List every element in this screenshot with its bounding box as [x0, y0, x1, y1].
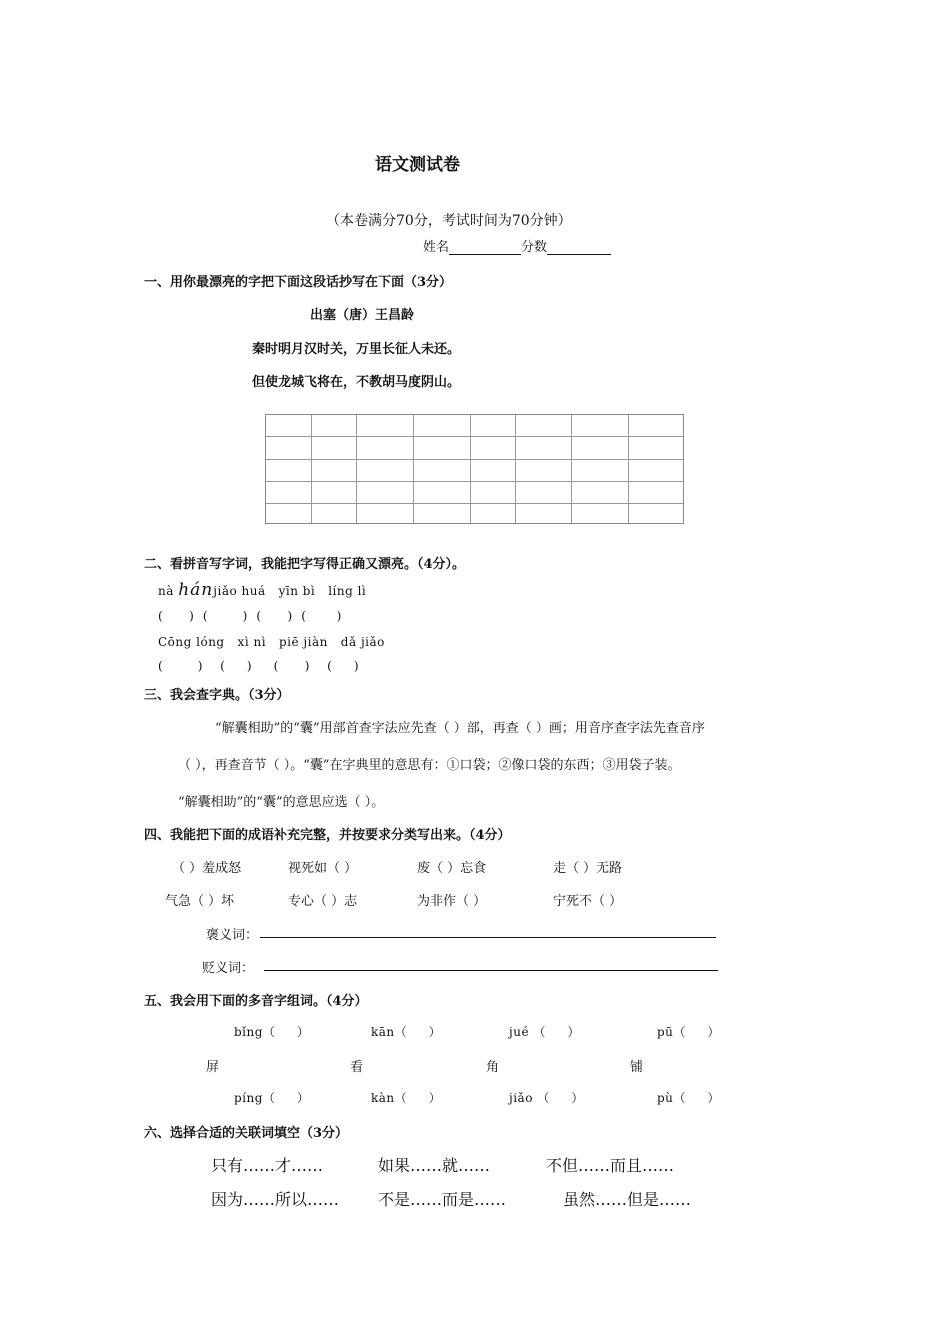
conjunction-option: 如果……就…… [378, 1156, 491, 1175]
polyphone-pinyin: jué （ ） [509, 1025, 580, 1039]
name-label: 姓名 [423, 240, 450, 255]
section-6-heading: 六、选择合适的关联词填空（3分） [144, 1126, 349, 1141]
answer-blanks-row-2[interactable]: ( ) ( ) ( ) ( ) [158, 659, 360, 673]
student-info [423, 236, 611, 255]
grid-col-line [470, 415, 471, 523]
poem-line-2: 但使龙城飞将在，不教胡马度阴山。 [252, 375, 461, 390]
pinyin-han: hán [178, 580, 214, 600]
conjunction-option: 不但……而且…… [546, 1156, 675, 1175]
polyphone-pinyin: píng（ ） [234, 1091, 310, 1105]
grid-col-line [515, 415, 516, 523]
polyphone-character: 铺 [630, 1060, 644, 1075]
grid-row-line [266, 503, 683, 504]
derogatory-words-label: 贬义词： [202, 961, 255, 976]
score-field[interactable] [547, 241, 611, 255]
copy-writing-grid[interactable] [265, 414, 684, 524]
idiom-item: 走（ ）无路 [553, 861, 623, 876]
conjunction-option: 不是……而是…… [378, 1190, 507, 1209]
pinyin-na: nà [158, 584, 174, 598]
answer-blanks-row-1[interactable]: ( ) ( ) ( ) ( ) [158, 609, 342, 623]
dictionary-question-1: “解囊相助”的“囊”用部首查字法应先查（ ）部，再查（ ）画；用音序查字法先查音序 [215, 721, 705, 736]
praise-words-answer-line[interactable] [260, 937, 716, 938]
idiom-item: 视死如（ ） [288, 861, 358, 876]
dictionary-question-2: （ ），再查音节（ ）。“囊”在字典里的意思有：①口袋；②像口袋的东西；③用袋子装。 [178, 758, 681, 773]
name-field[interactable] [449, 241, 521, 255]
grid-col-line [413, 415, 414, 523]
poem-title: 出塞（唐）王昌龄 [310, 308, 415, 323]
praise-words-label: 褒义词： [206, 928, 259, 943]
page-title: 语文测试卷 [375, 155, 460, 175]
polyphone-pinyin: pū（ ） [657, 1025, 720, 1039]
idiom-item: 专心（ ）志 [288, 894, 358, 909]
polyphone-pinyin: pù（ ） [657, 1091, 720, 1105]
section-2-heading: 二、看拼音写字词，我能把字写得正确又漂亮。（4分）。 [144, 557, 466, 572]
section-3-heading: 三、我会查字典。（3分） [144, 688, 290, 703]
grid-row-line [266, 436, 683, 437]
grid-col-line [311, 415, 312, 523]
pinyin-row-2: Cōng lóng xì nì piē jiàn dǎ jiǎo [158, 635, 385, 649]
section-4-heading: 四、我能把下面的成语补充完整，并按要求分类写出来。（4分） [144, 828, 511, 843]
conjunction-option: 虽然……但是…… [563, 1190, 692, 1209]
grid-col-line [571, 415, 572, 523]
idiom-item: 宁死不（ ） [553, 894, 623, 909]
grid-col-line [356, 415, 357, 523]
idiom-item: （ ）羞成怒 [172, 861, 242, 876]
polyphone-pinyin: bǐng（ ） [234, 1025, 310, 1039]
derogatory-words-answer-line[interactable] [264, 970, 718, 971]
score-label: 分数 [521, 240, 548, 255]
pinyin-row-1-rest: jiǎo huá yīn bì líng lì [213, 584, 367, 598]
pinyin-row-1 [158, 580, 366, 600]
exam-subtitle: （本卷满分70分，考试时间为70分钟） [326, 213, 572, 229]
section-5-heading: 五、我会用下面的多音字组词。（4分） [144, 994, 368, 1009]
idiom-item: 废（ ）忘食 [417, 861, 487, 876]
idiom-item: 气急（ ）坏 [165, 894, 235, 909]
poem-line-1: 秦时明月汉时关，万里长征人未还。 [252, 342, 461, 357]
dictionary-question-3: “解囊相助”的“囊”的意思应选（ ）。 [178, 795, 385, 810]
idiom-item: 为非作（ ） [417, 894, 487, 909]
grid-row-line [266, 481, 683, 482]
conjunction-option: 因为……所以…… [211, 1190, 340, 1209]
polyphone-character: 屏 [206, 1060, 220, 1075]
polyphone-pinyin: kàn（ ） [371, 1091, 442, 1105]
grid-row-line [266, 459, 683, 460]
grid-col-line [628, 415, 629, 523]
section-1-heading: 一、用你最漂亮的字把下面这段话抄写在下面（3分） [144, 275, 453, 290]
polyphone-pinyin: jiǎo （ ） [509, 1091, 584, 1105]
conjunction-option: 只有……才…… [211, 1156, 324, 1175]
polyphone-pinyin: kān（ ） [371, 1025, 442, 1039]
polyphone-character: 看 [350, 1060, 364, 1075]
polyphone-character: 角 [486, 1060, 500, 1075]
